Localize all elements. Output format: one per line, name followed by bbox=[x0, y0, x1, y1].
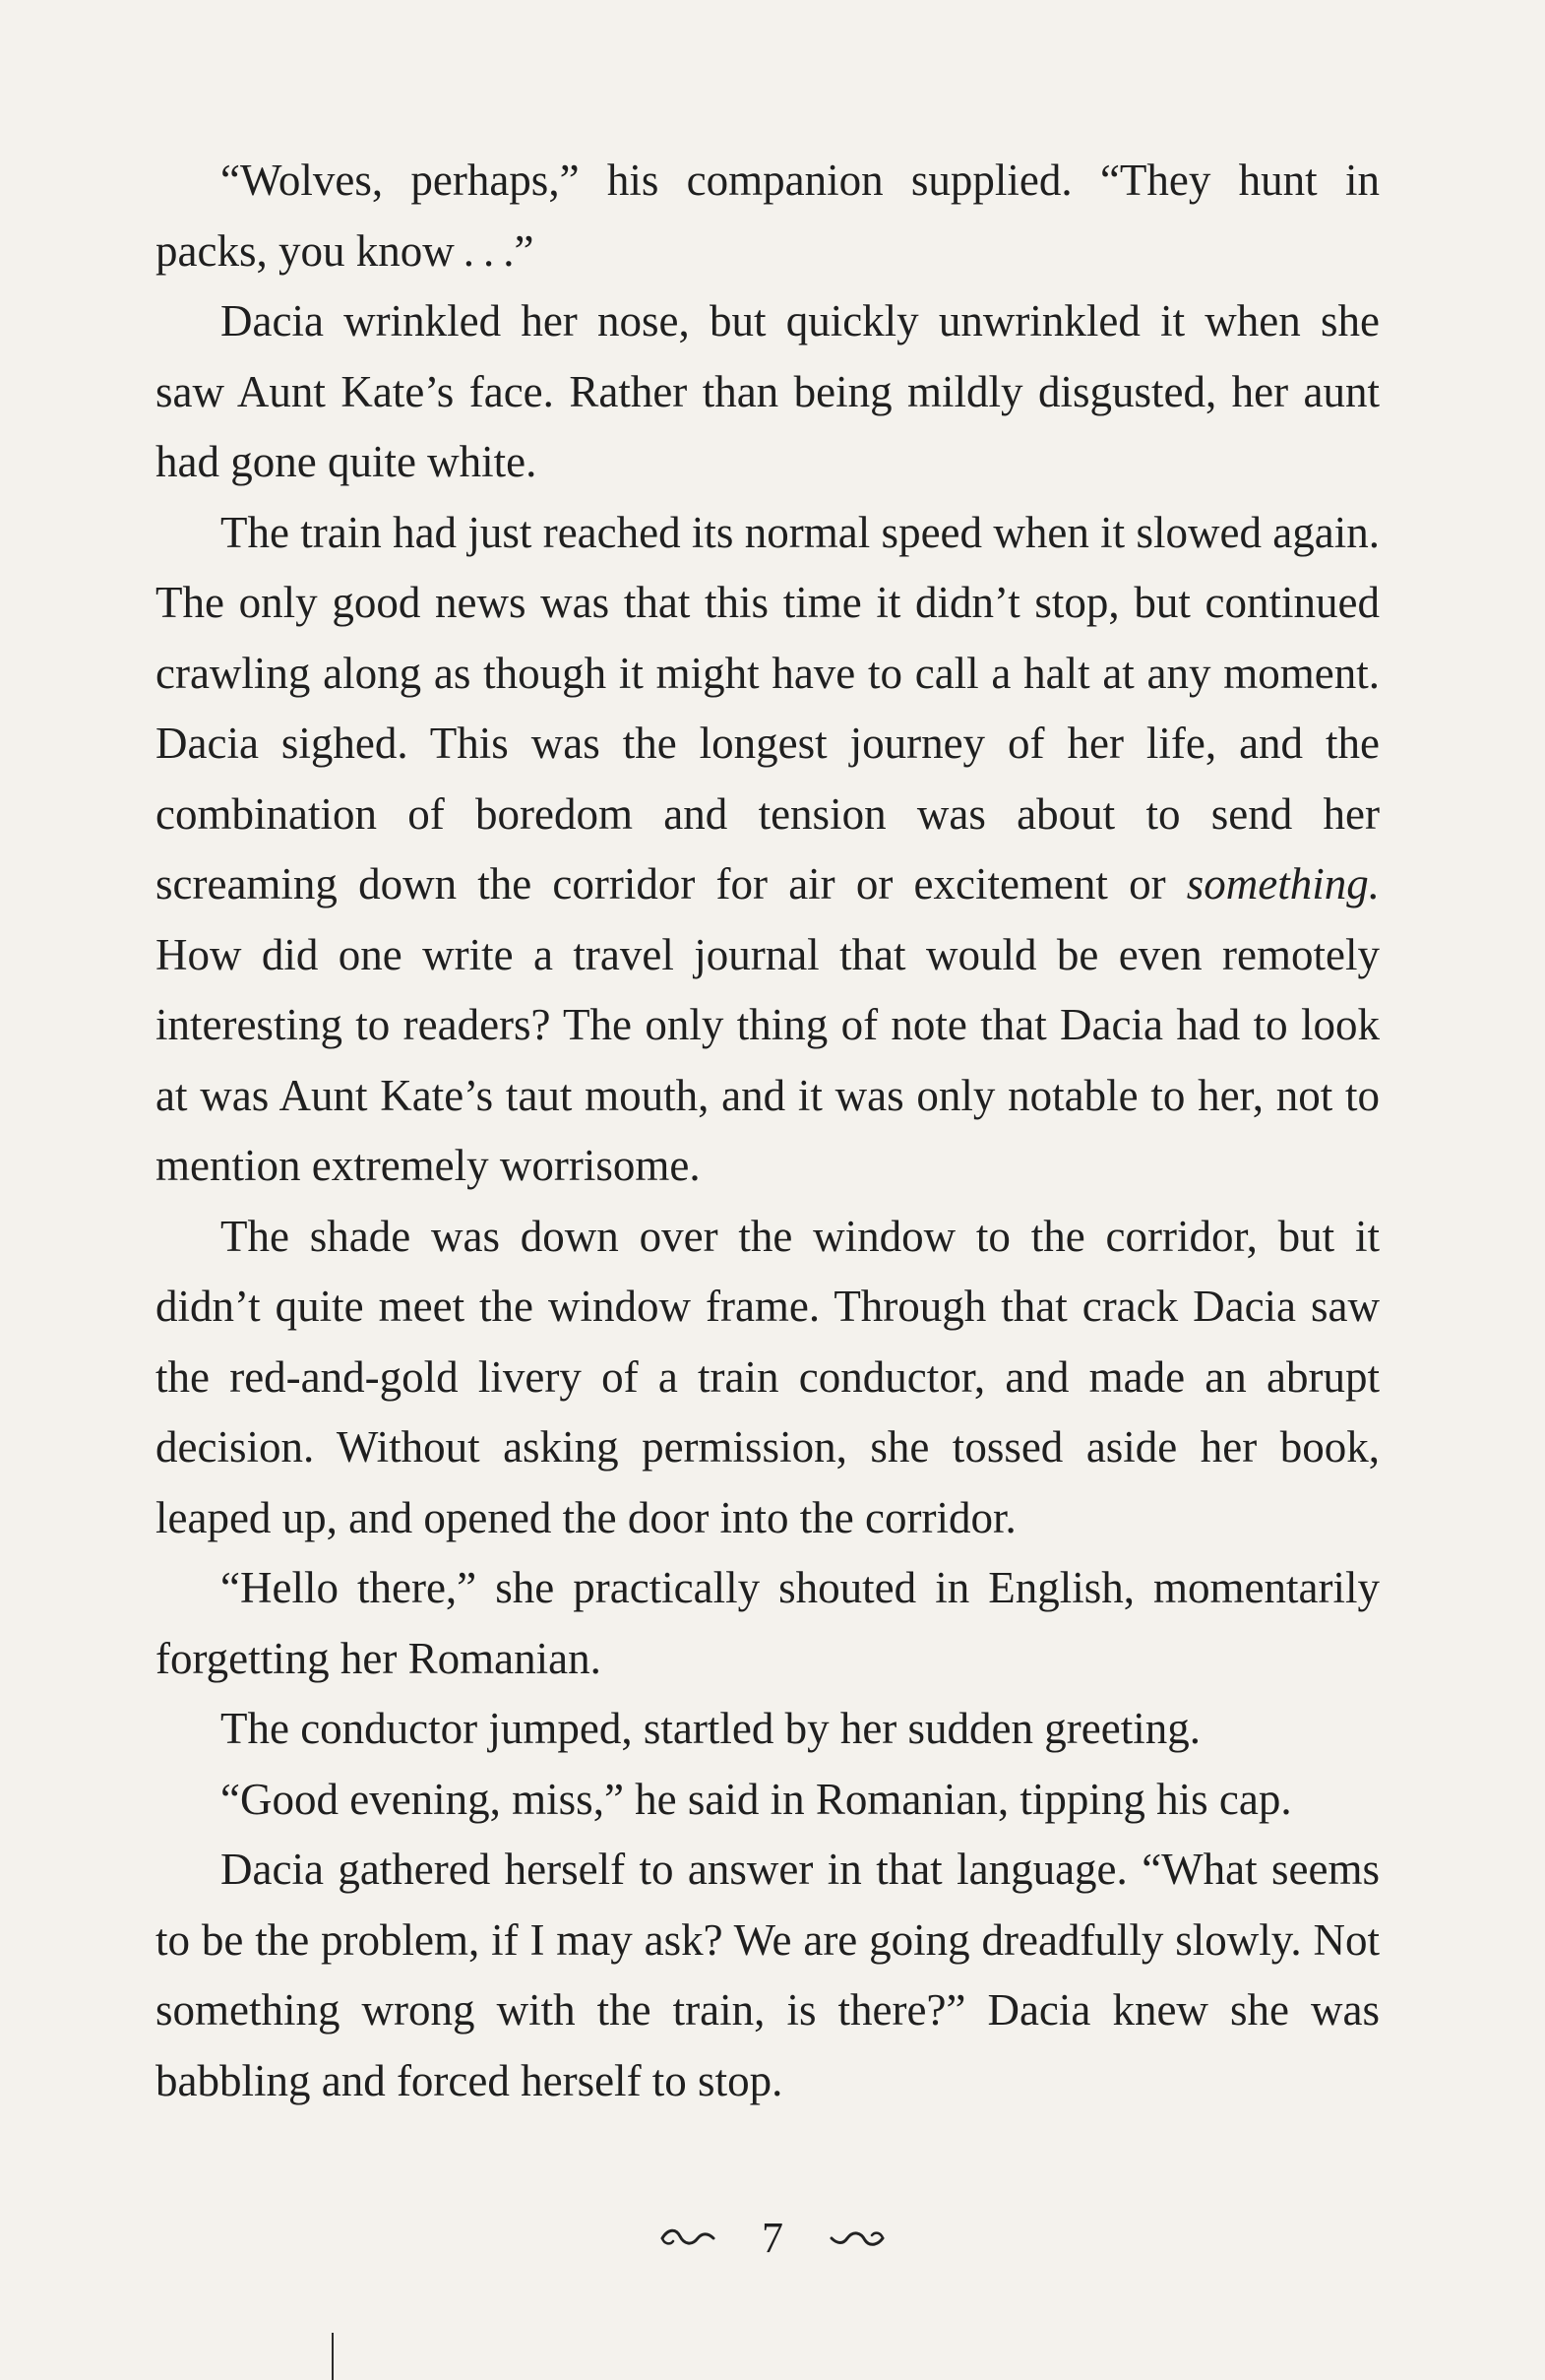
paragraph bbox=[155, 146, 1380, 286]
paragraph bbox=[155, 1694, 1380, 1765]
body-text bbox=[155, 146, 1380, 2116]
text-run: “Good evening, miss,” he said in Romanian, tipping his cap. bbox=[220, 1774, 1292, 1824]
paragraph bbox=[155, 1765, 1380, 1836]
left-swash-ornament-icon bbox=[658, 2224, 717, 2252]
italic-text: something. bbox=[1186, 859, 1380, 908]
text-run: “Hello there,” she practically shouted in English, momentarily forgetting her Romanian. bbox=[155, 1563, 1380, 1683]
paragraph bbox=[155, 1202, 1380, 1554]
text-run: The train had just reached its normal speed when it slowed again. The only good news was that this time it didn’t stop, but continued crawling along as though it might have to call a halt at any moment. Dacia sighed. This was the longest journey of her life, and the combination of boredom and tension was about to send her screaming down the corridor for air or excitement or bbox=[155, 507, 1380, 908]
paragraph bbox=[155, 498, 1380, 1202]
text-run: “Wolves, perhaps,” his companion supplied. “They hunt in packs, you know . . .” bbox=[155, 156, 1380, 276]
page-footer bbox=[0, 2205, 1545, 2268]
text-run: Dacia wrinkled her nose, but quickly unwrinkled it when she saw Aunt Kate’s face. Rather than being mildly disgusted, her aunt had gone quite white. bbox=[155, 296, 1380, 486]
page-number: 7 bbox=[762, 2213, 783, 2262]
text-run: Dacia gathered herself to answer in that language. “What seems to be the problem, if I may ask? We are going dreadfully slowly. Not something wrong with the train, is there?” Dacia knew she was babbling and forced herself to stop. bbox=[155, 1845, 1380, 2105]
paragraph bbox=[155, 1553, 1380, 1694]
print-mark bbox=[332, 2333, 334, 2380]
right-swash-ornament-icon bbox=[828, 2224, 887, 2252]
paragraph bbox=[155, 1835, 1380, 2116]
text-run: How did one write a travel journal that would be even remotely interesting to readers? The only thing of note that Dacia had to look at was Aunt Kate’s taut mouth, and it was only notable to her, not to mention extremely worrisome. bbox=[155, 929, 1380, 1190]
paragraph bbox=[155, 286, 1380, 498]
text-run: The shade was down over the window to the corridor, but it didn’t quite meet the window frame. Through that crack Dacia saw the red-and-gold livery of a train conductor, and made an abrupt decision. Without asking permission, she tossed aside her book, leaped up, and opened the door into the corridor. bbox=[155, 1211, 1380, 1542]
text-run: The conductor jumped, startled by her sudden greeting. bbox=[220, 1704, 1201, 1753]
